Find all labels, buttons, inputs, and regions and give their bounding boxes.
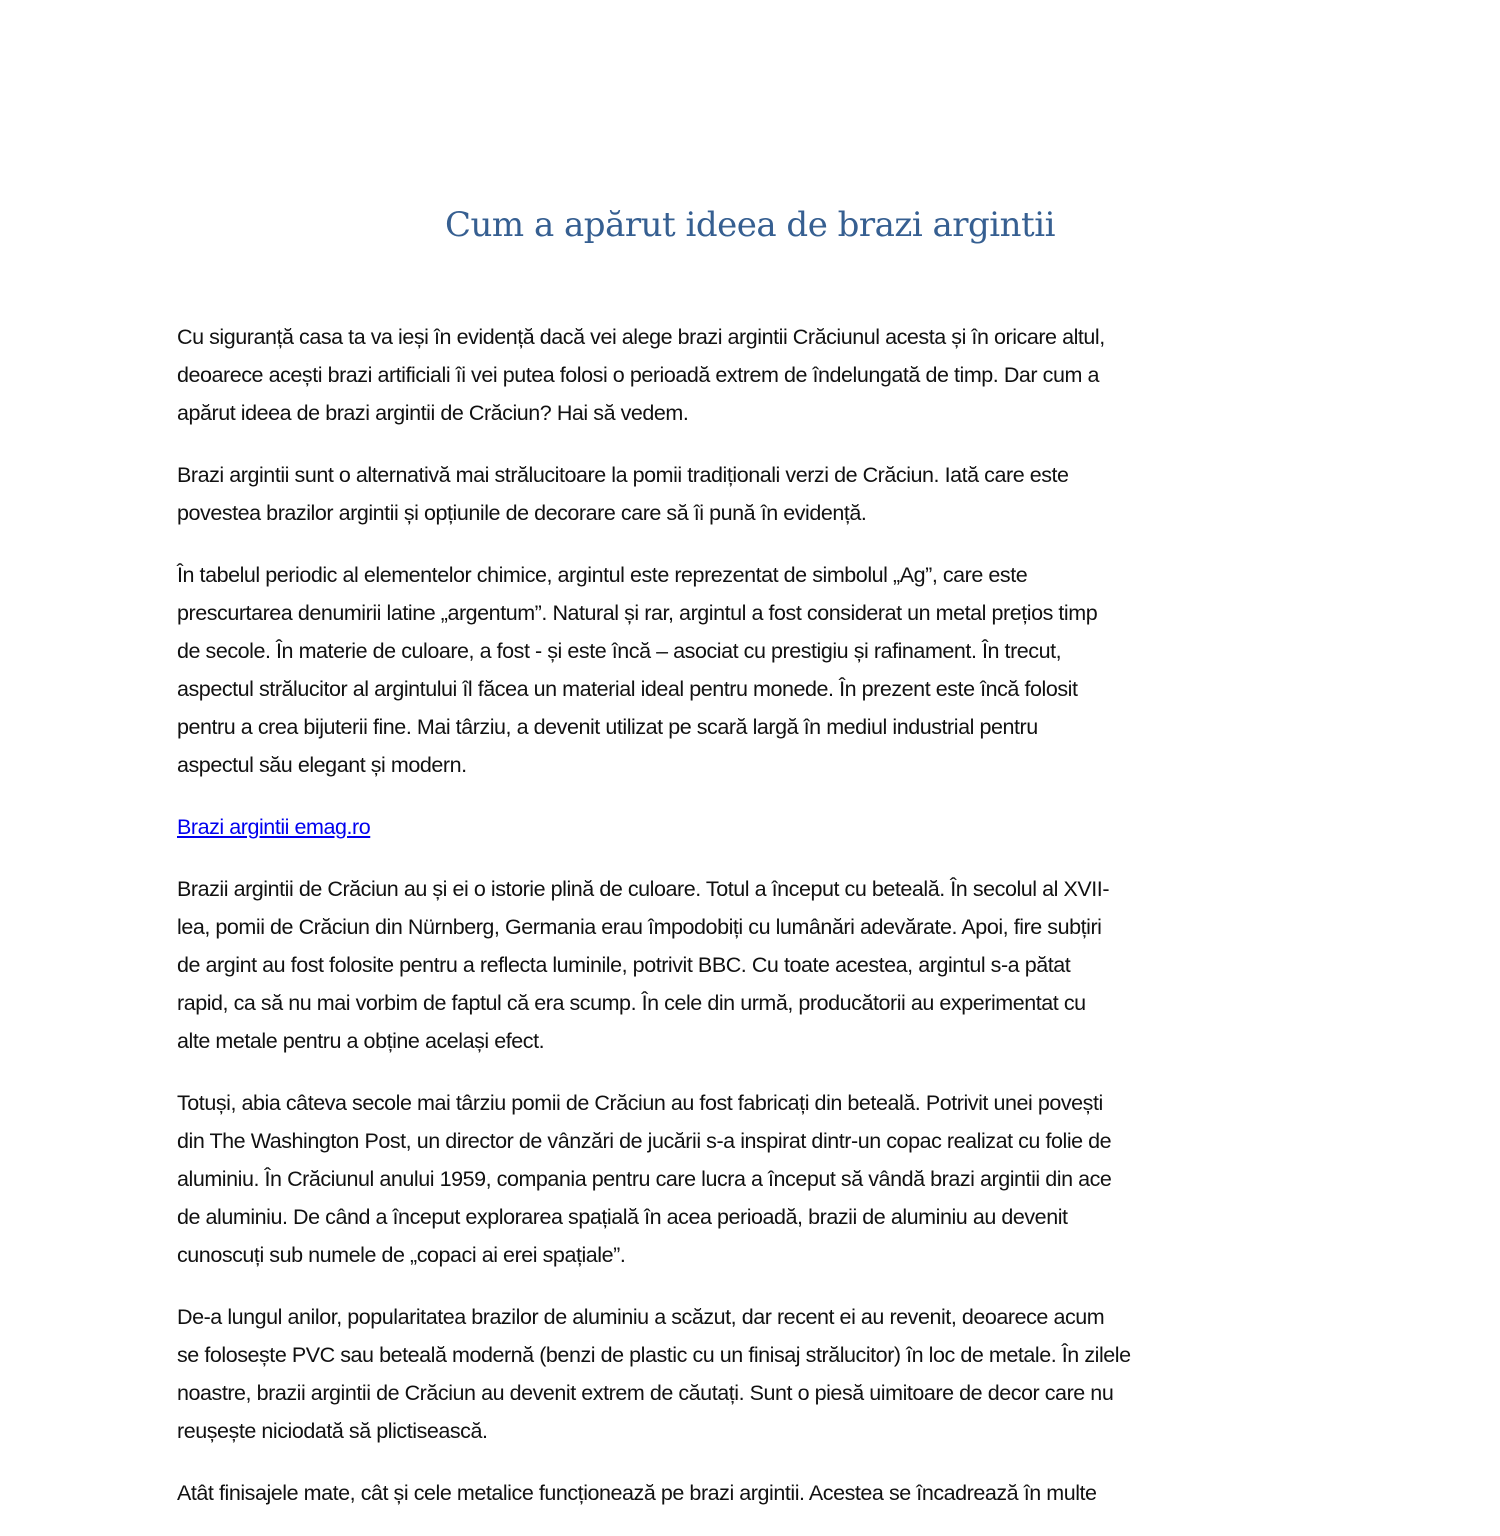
text-line: Totuși, abia câteva secole mai târziu pomii de Crăciun au fost fabricați din beteală. Potrivit unei povești	[177, 1091, 1103, 1115]
emag-link[interactable]: Brazi argintii emag.ro	[177, 815, 371, 839]
text-line: din The Washington Post, un director de vânzări de jucării s-a inspirat dintr-un copac realizat cu folie de	[177, 1129, 1112, 1153]
text-line: lea, pomii de Crăciun din Nürnberg, Germania erau împodobiți cu lumânări adevărate. Apoi, fire subțiri	[177, 915, 1102, 939]
text-line: cunoscuți sub numele de „copaci ai erei spațiale”.	[177, 1243, 626, 1267]
paragraph-group-1	[177, 318, 1337, 784]
paragraph	[177, 1474, 1337, 1512]
document-body	[177, 318, 1337, 1536]
paragraph	[177, 318, 1337, 432]
paragraph-group-2	[177, 870, 1337, 1512]
text-line: povestea brazilor argintii și opțiunile de decorare care să îi pună în evidență.	[177, 501, 867, 525]
text-line: alte metale pentru a obține același efect.	[177, 1029, 545, 1053]
text-line: aspectul său elegant și modern.	[177, 753, 467, 777]
text-line: deoarece acești brazi artificiali îi vei putea folosi o perioadă extrem de îndelungată de timp. Dar cum a	[177, 363, 1099, 387]
text-line: prescurtarea denumirii latine „argentum”. Natural și rar, argintul a fost considerat un metal prețios timp	[177, 601, 1098, 625]
document-title: Cum a apărut ideea de brazi argintii	[445, 205, 1055, 245]
text-line: În tabelul periodic al elementelor chimice, argintul este reprezentat de simbolul „Ag”, care este	[177, 563, 1028, 587]
paragraph	[177, 1084, 1337, 1274]
paragraph	[177, 1298, 1337, 1450]
paragraph	[177, 556, 1337, 784]
text-line: pentru a crea bijuterii fine. Mai târziu, a devenit utilizat pe scară largă în mediul industrial pentru	[177, 715, 1038, 739]
text-line: de secole. În materie de culoare, a fost - și este încă – asociat cu prestigiu și rafinament. În trecut,	[177, 639, 1062, 663]
text-line: Atât finisajele mate, cât și cele metalice funcționează pe brazi argintii. Acestea se încadrează în multe	[177, 1481, 1097, 1505]
paragraph	[177, 870, 1337, 1060]
text-line: de aluminiu. De când a început explorarea spațială în acea perioadă, brazii de aluminiu au devenit	[177, 1205, 1068, 1229]
paragraph	[177, 456, 1337, 532]
text-line: De-a lungul anilor, popularitatea brazilor de aluminiu a scăzut, dar recent ei au revenit, deoarece acum	[177, 1305, 1105, 1329]
text-line: se folosește PVC sau beteală modernă (benzi de plastic cu un finisaj strălucitor) în loc de metale. În zilele	[177, 1343, 1131, 1367]
text-line: aluminiu. În Crăciunul anului 1959, compania pentru care lucra a început să vândă brazi argintii din ace	[177, 1167, 1112, 1191]
text-line: noastre, brazii argintii de Crăciun au devenit extrem de căutați. Sunt o piesă uimitoare de decor care nu	[177, 1381, 1114, 1405]
text-line: rapid, ca să nu mai vorbim de faptul că era scump. În cele din urmă, producătorii au experimentat cu	[177, 991, 1086, 1015]
link-paragraph	[177, 808, 1337, 846]
text-line: aspectul strălucitor al argintului îl făcea un material ideal pentru monede. În prezent este încă folosit	[177, 677, 1078, 701]
text-line: Brazii argintii de Crăciun au și ei o istorie plină de culoare. Totul a început cu beteală. În secolul al XVII-	[177, 877, 1110, 901]
text-line: de argint au fost folosite pentru a reflecta luminile, potrivit BBC. Cu toate acestea, argintul s-a pătat	[177, 953, 1071, 977]
text-line: Brazi argintii sunt o alternativă mai strălucitoare la pomii tradiționali verzi de Crăciun. Iată care este	[177, 463, 1069, 487]
text-line: apărut ideea de brazi argintii de Crăciun? Hai să vedem.	[177, 401, 689, 425]
text-line: Cu siguranță casa ta va ieși în evidență dacă vei alege brazi argintii Crăciunul acesta și în oricare altul,	[177, 325, 1105, 349]
text-line: reușește niciodată să plictisească.	[177, 1419, 488, 1443]
